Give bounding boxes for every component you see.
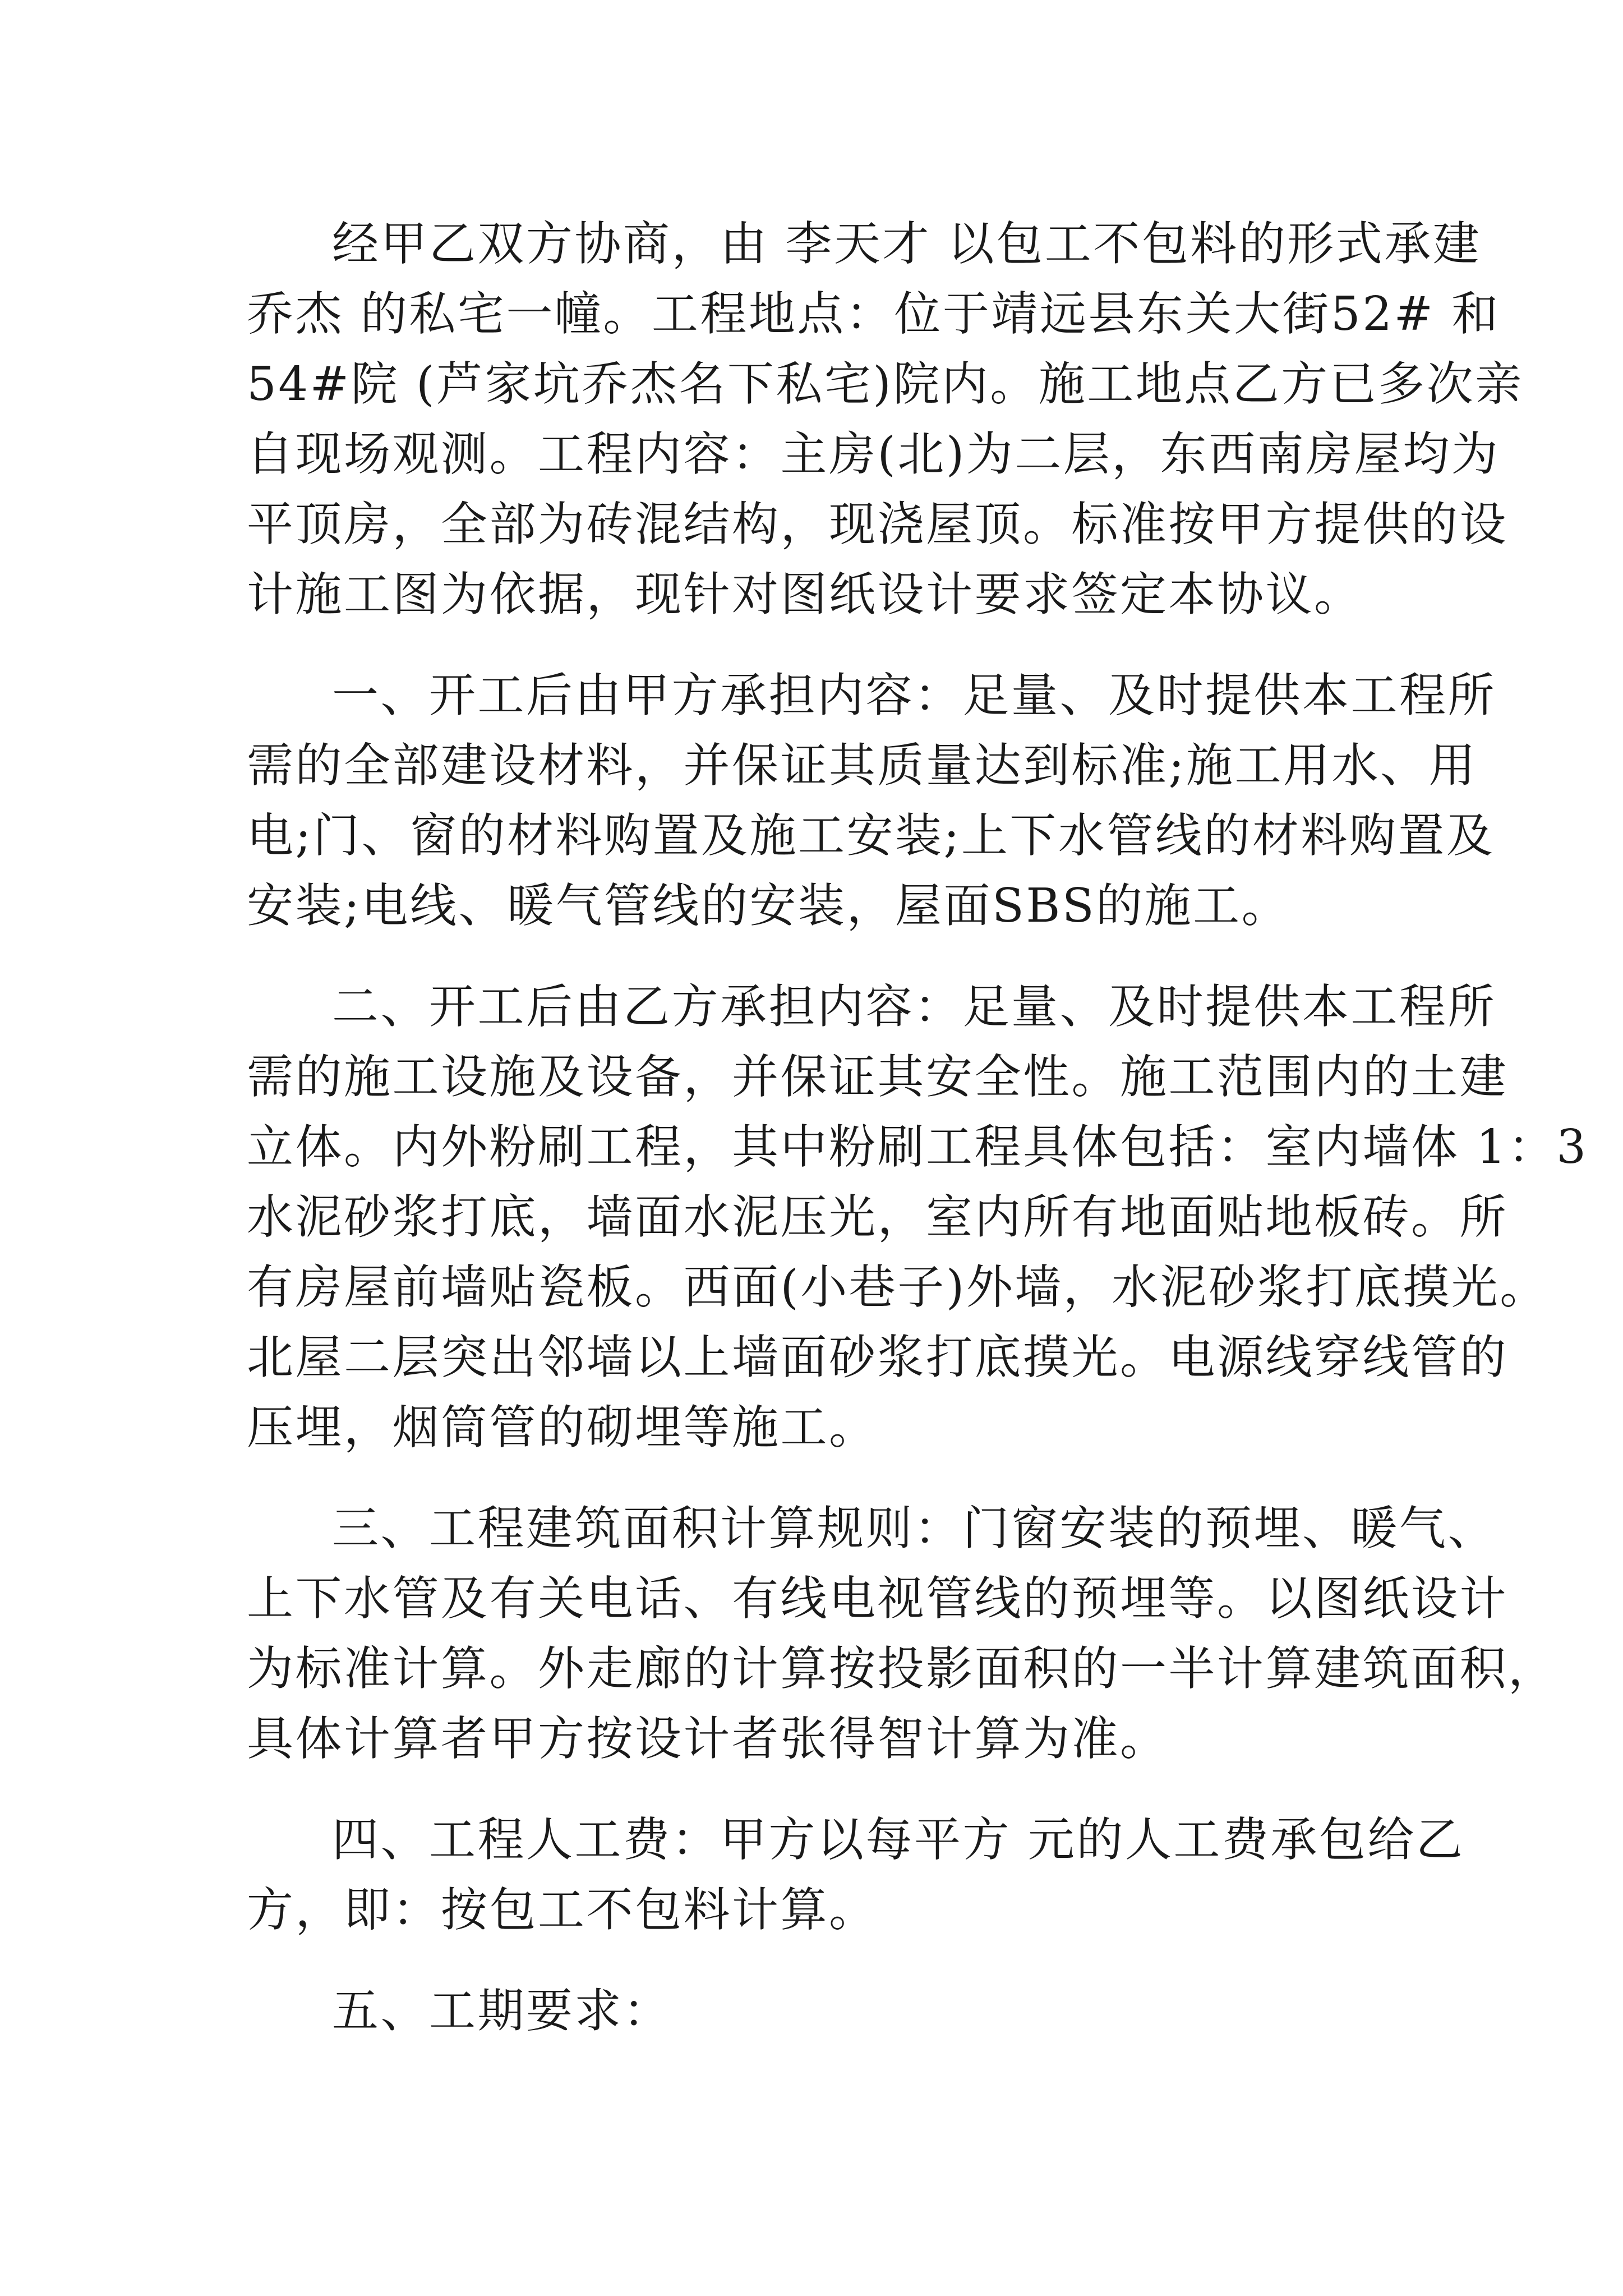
text-line-7: 一、开工后由甲方承担内容：足量、及时提供本工程所	[332, 668, 1496, 723]
text-line-5: 平顶房，全部为砖混结构，现浇屋顶。标准按甲方提供的设	[247, 497, 1508, 551]
text-line-14: 水泥砂浆打底，墙面水泥压光，室内所有地面贴地板砖。所	[247, 1190, 1508, 1244]
text-line-4: 自现场观测。工程内容：主房(北)为二层，东西南房屋均为	[247, 427, 1500, 481]
text-line-21: 具体计算者甲方按设计者张得智计算为准。	[247, 1711, 1169, 1766]
text-line-19: 上下水管及有关电话、有线电视管线的预埋等。以图纸设计	[247, 1571, 1508, 1626]
text-line-17: 压埋，烟筒管的砌埋等施工。	[247, 1400, 878, 1455]
text-line-20: 为标准计算。外走廊的计算按投影面积的一半计算建筑面积，	[247, 1641, 1557, 1696]
text-line-11: 二、开工后由乙方承担内容：足量、及时提供本工程所	[332, 979, 1496, 1034]
text-line-18: 三、工程建筑面积计算规则：门窗安装的预埋、暖气、	[332, 1501, 1496, 1556]
text-line-10: 安装;电线、暖气管线的安装，屋面SBS的施工。	[247, 878, 1290, 933]
text-line-2: 乔杰 的私宅一幢。工程地点：位于靖远县东关大街52# 和	[247, 287, 1500, 341]
text-line-22: 四、工程人工费：甲方以每平方 元的人工费承包给乙	[332, 1812, 1465, 1867]
text-line-24: 五、工期要求：	[332, 1984, 672, 2038]
text-line-3: 54#院 (芦家坑乔杰名下私宅)院内。施工地点乙方已多次亲	[247, 357, 1524, 411]
text-line-23: 方，即：按包工不包料计算。	[247, 1883, 878, 1937]
text-line-13: 立体。内外粉刷工程，其中粉刷工程具体包括：室内墙体 1：3	[247, 1120, 1588, 1174]
text-line-1: 经甲乙双方协商，由 李天才 以包工不包料的形式承建	[332, 217, 1482, 271]
text-line-15: 有房屋前墙贴瓷板。西面(小巷子)外墙，水泥砂浆打底摸光。	[247, 1260, 1548, 1314]
text-line-9: 电;门、窗的材料购置及施工安装;上下水管线的材料购置及	[247, 808, 1495, 863]
text-line-6: 计施工图为依据，现针对图纸设计要求签定本协议。	[247, 567, 1363, 622]
text-line-16: 北屋二层突出邻墙以上墙面砂浆打底摸光。电源线穿线管的	[247, 1330, 1508, 1384]
text-line-8: 需的全部建设材料，并保证其质量达到标准;施工用水、用	[247, 738, 1477, 793]
text-line-12: 需的施工设施及设备，并保证其安全性。施工范围内的土建	[247, 1050, 1508, 1104]
